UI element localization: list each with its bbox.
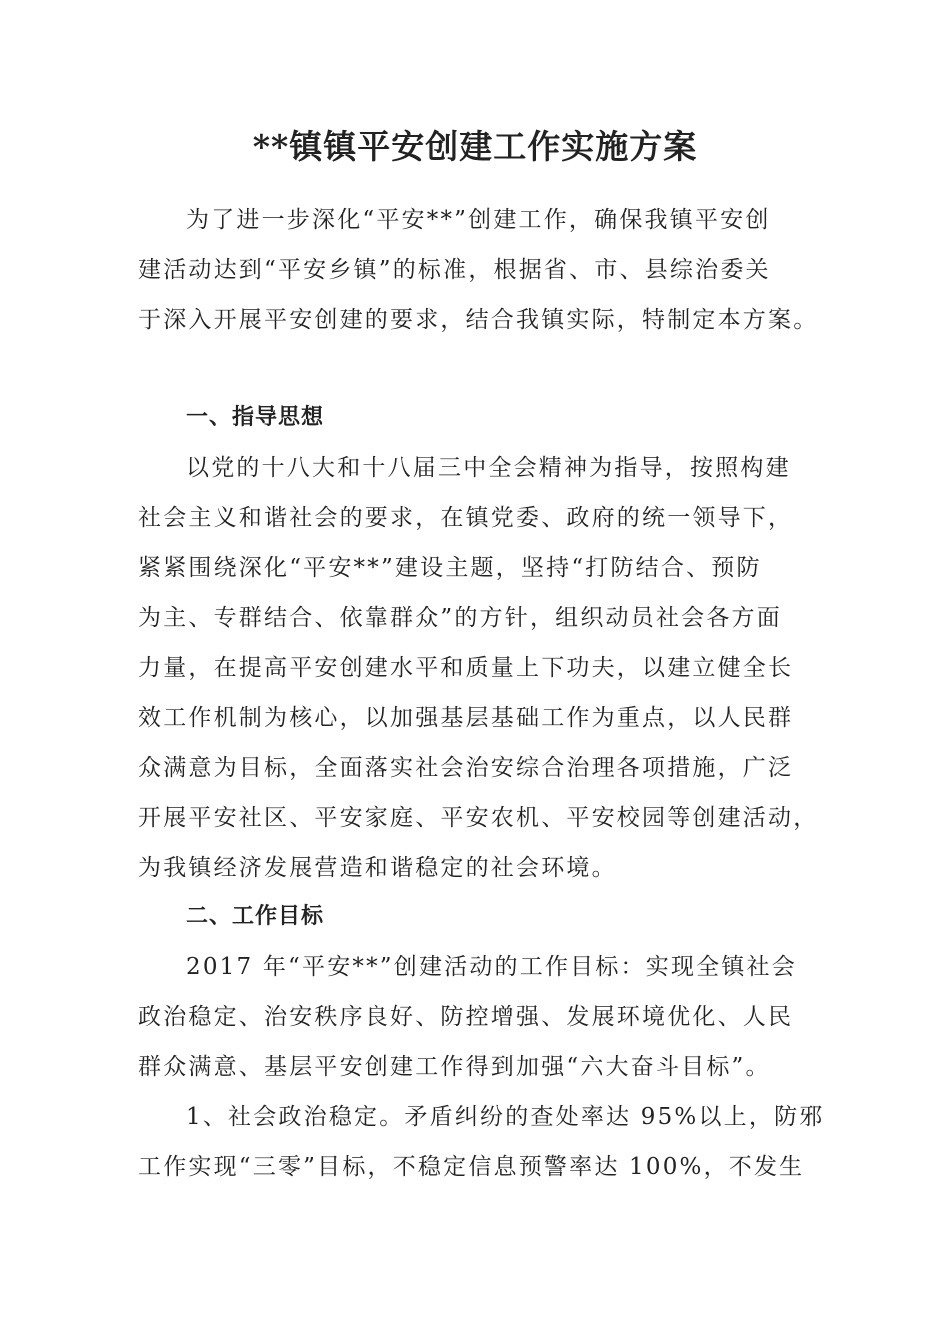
paragraph-line: 政治稳定、治安秩序良好、防控增强、发展环境优化、人民 [138,1004,794,1030]
paragraph-line: 力量，在提高平安创建水平和质量上下功夫，以建立健全长 [138,655,794,681]
paragraph-line: 社会主义和谐社会的要求，在镇党委、政府的统一领导下， [138,505,794,531]
intro-line: 为了进一步深化“平安**”创建工作，确保我镇平安创 [186,207,771,233]
paragraph-line: 开展平安社区、平安家庭、平安农机、平安校园等创建活动， [138,805,819,831]
paragraph-line: 为主、专群结合、依靠群众”的方针，组织动员社会各方面 [138,605,782,631]
paragraph-line: 效工作机制为核心，以加强基层基础工作为重点，以人民群 [138,705,794,731]
intro-line: 建活动达到“平安乡镇”的标准，根据省、市、县综治委关 [138,257,771,283]
paragraph-line: 以党的十八大和十八届三中全会精神为指导，按照构建 [186,455,791,481]
section-heading-guiding-ideology: 一、指导思想 [186,405,325,430]
paragraph-line: 1、社会政治稳定。矛盾纠纷的查处率达 95%以上，防邪 [186,1104,825,1130]
paragraph-line: 众满意为目标，全面落实社会治安综合治理各项措施，广泛 [138,755,794,781]
document-title: **镇镇平安创建工作实施方案 [252,127,698,166]
paragraph-line: 群众满意、基层平安创建工作得到加强“六大奋斗目标”。 [138,1054,771,1080]
section-heading-work-goals: 二、工作目标 [186,904,325,929]
paragraph-line: 2017 年“平安**”创建活动的工作目标：实现全镇社会 [186,954,797,980]
intro-line: 于深入开展平安创建的要求，结合我镇实际，特制定本方案。 [138,307,819,333]
paragraph-line: 紧紧围绕深化“平安**”建设主题，坚持“打防结合、预防 [138,555,762,581]
paragraph-line: 为我镇经济发展营造和谐稳定的社会环境。 [138,855,617,881]
paragraph-line: 工作实现“三零”目标，不稳定信息预警率达 100%，不发生 [138,1154,805,1180]
